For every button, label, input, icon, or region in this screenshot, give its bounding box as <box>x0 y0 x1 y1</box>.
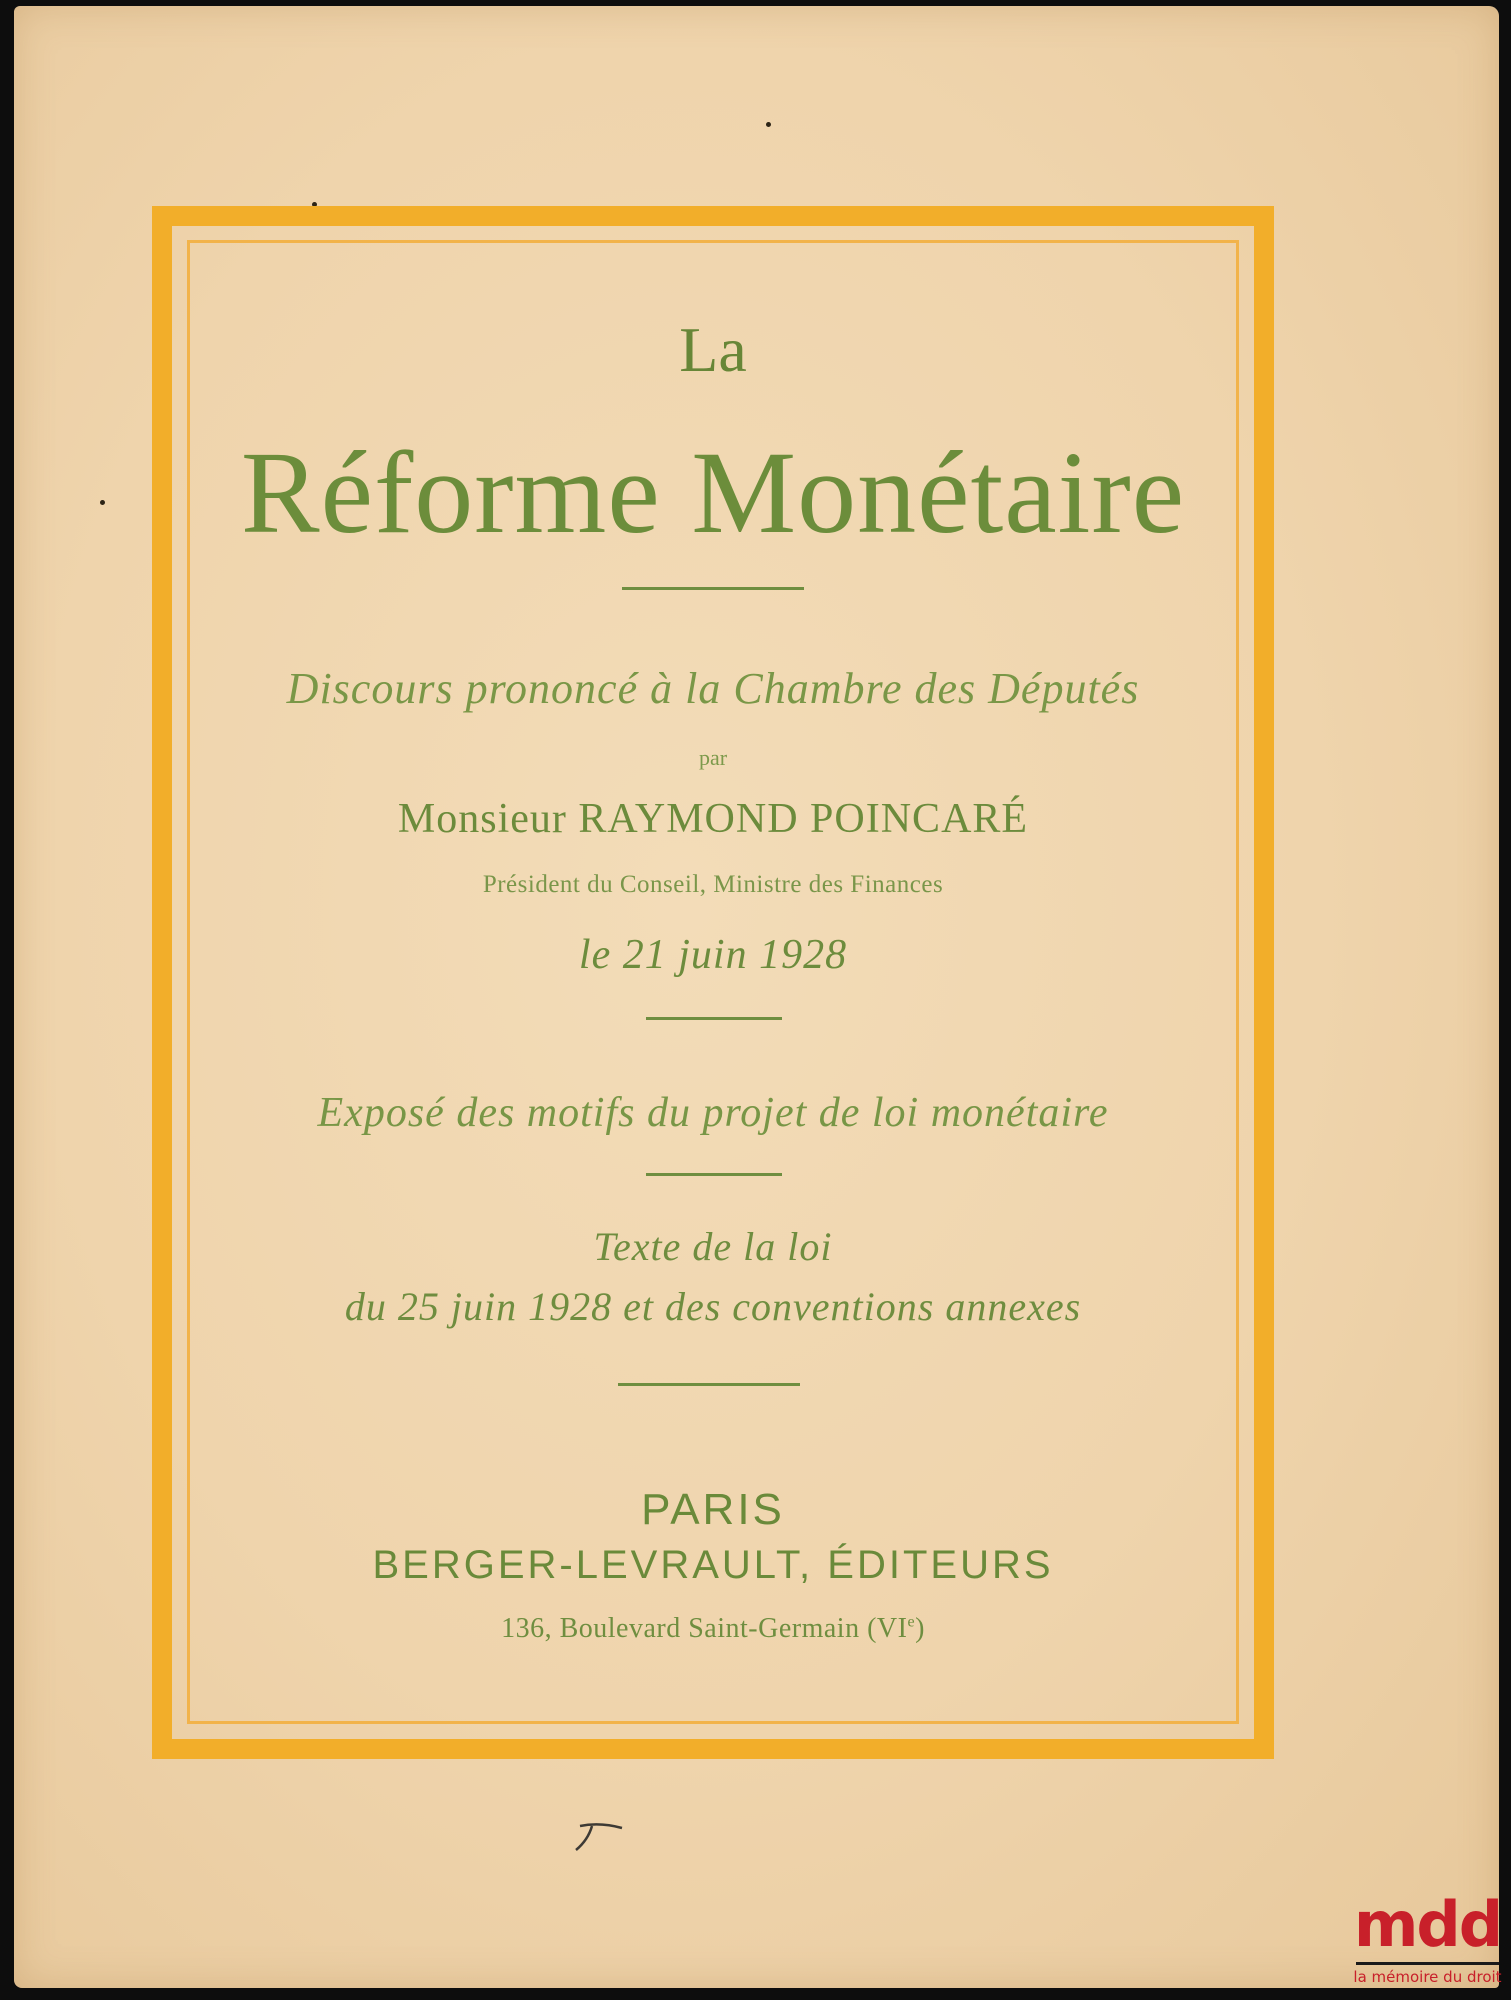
cover-content <box>190 243 1236 1721</box>
speaker-role: Président du Conseil, Ministre des Finances <box>482 871 944 898</box>
section-texte-line2: du 25 juin 1928 et des conventions annexes <box>344 1284 1082 1329</box>
pencil-mark-icon <box>570 1818 638 1856</box>
title-rule <box>622 587 804 590</box>
page-title: Réforme Monétaire <box>240 427 1186 558</box>
logo-mark: mdd <box>1353 1888 1502 1961</box>
publisher-city: PARIS <box>641 1485 785 1534</box>
paper-speck <box>100 500 105 505</box>
section-rule <box>646 1173 782 1176</box>
watermark-logo <box>1350 1888 1505 1992</box>
by-line: par <box>698 745 728 770</box>
title-article: La <box>679 314 747 385</box>
paper-speck <box>766 122 771 127</box>
logo-tagline: la mémoire du droit <box>1353 1968 1502 1986</box>
section-rule <box>618 1383 800 1386</box>
address-close: ) <box>915 1613 925 1644</box>
address-superscript: e <box>907 1613 916 1631</box>
speaker-name: Monsieur RAYMOND POINCARÉ <box>397 796 1029 842</box>
logo-underline <box>1356 1962 1499 1965</box>
publisher-name: BERGER-LEVRAULT, ÉDITEURS <box>372 1543 1054 1587</box>
publisher-address <box>190 1613 1236 1645</box>
speech-date: le 21 juin 1928 <box>578 932 848 978</box>
subtitle: Discours prononcé à la Chambre des Députés <box>286 664 1140 713</box>
section-rule <box>646 1017 782 1020</box>
section-texte-line1: Texte de la loi <box>593 1224 833 1269</box>
address-text: 136, Boulevard Saint-Germain (VI <box>501 1613 908 1644</box>
section-expose: Exposé des motifs du projet de loi monétaire <box>317 1090 1109 1136</box>
